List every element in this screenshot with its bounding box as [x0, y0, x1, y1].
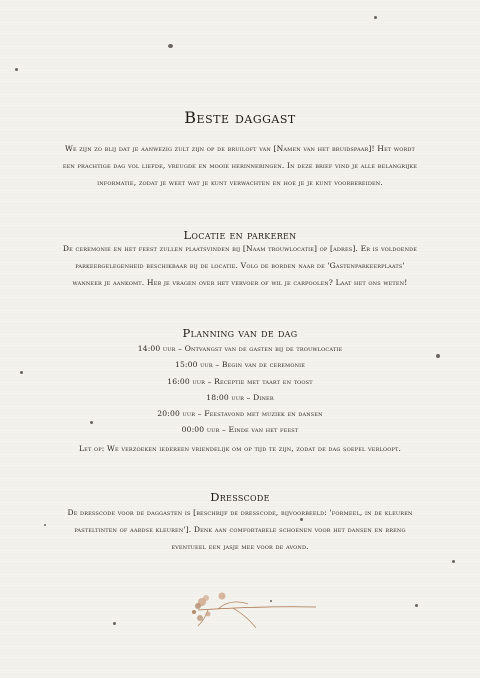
paper-fleck	[113, 622, 116, 625]
paper-fleck	[374, 16, 377, 19]
dried-flower-icon	[188, 590, 318, 630]
schedule-item: 15:00 uur – Begin van de ceremonie	[174, 360, 306, 370]
paper-fleck	[452, 560, 455, 563]
schedule-item: 14:00 uur – Ontvangst van de gasten bij de trouwlocatie	[137, 344, 343, 353]
paper-fleck	[415, 604, 418, 607]
paper-fleck	[436, 354, 440, 358]
paper-fleck	[20, 371, 23, 374]
location-heading: Locatie en parkeren	[183, 228, 297, 242]
dresscode-paragraph: De dresscode voor de daggasten is [beschrijf de dresscode, bijvoorbeeld: 'formeel, in de kleuren pasteltinten of aardse kleuren']. Denk aan comfortabele schoenen voor het dansen en breng eventueel een jasje mee voor de avond.	[67, 508, 413, 551]
dresscode-heading: Dresscode	[210, 490, 270, 504]
planning-schedule	[60, 341, 420, 439]
paper-fleck	[15, 68, 18, 71]
schedule-item: 16:00 uur – Receptie met taart en toost	[167, 376, 313, 386]
page-title: Beste daggast	[184, 108, 296, 127]
planning-note: Let op: We verzoeken iedereen vriendelijk om op tijd te zijn, zodat de dag soepel verloopt.	[78, 444, 402, 453]
planning-heading: Planning van de dag	[182, 326, 298, 340]
paper-fleck	[168, 44, 173, 48]
schedule-item: 00:00 uur – Einde van het feest	[181, 425, 299, 435]
intro-paragraph: We zijn zo blij dat je aanwezig zult zijn op de bruiloft van [Namen van het bruidspaar]! Het wordt een prachtige dag vol liefde, vreugde en mooie herinneringen. In deze brief vind je alle belangrijke informatie, zodat je weet wat je kunt verwachten en hoe je je kunt voorbereiden.	[62, 144, 418, 187]
paper-fleck	[44, 524, 46, 526]
schedule-item: 18:00 uur – Diner	[206, 392, 274, 402]
schedule-item: 20:00 uur – Feestavond met muziek en dansen	[157, 409, 323, 419]
location-paragraph: De ceremonie en het feest zullen plaatsvinden bij [Naam trouwlocatie] op [adres]. Er is voldoende parkeergelegenheid beschikbaar bij de locatie. Volg de borden naar de 'Gastenparkeerplaats' wanneer je aankomt. Heb je vragen over het vervoer of wil je carpoolen? Laat het ons weten!	[62, 244, 418, 287]
